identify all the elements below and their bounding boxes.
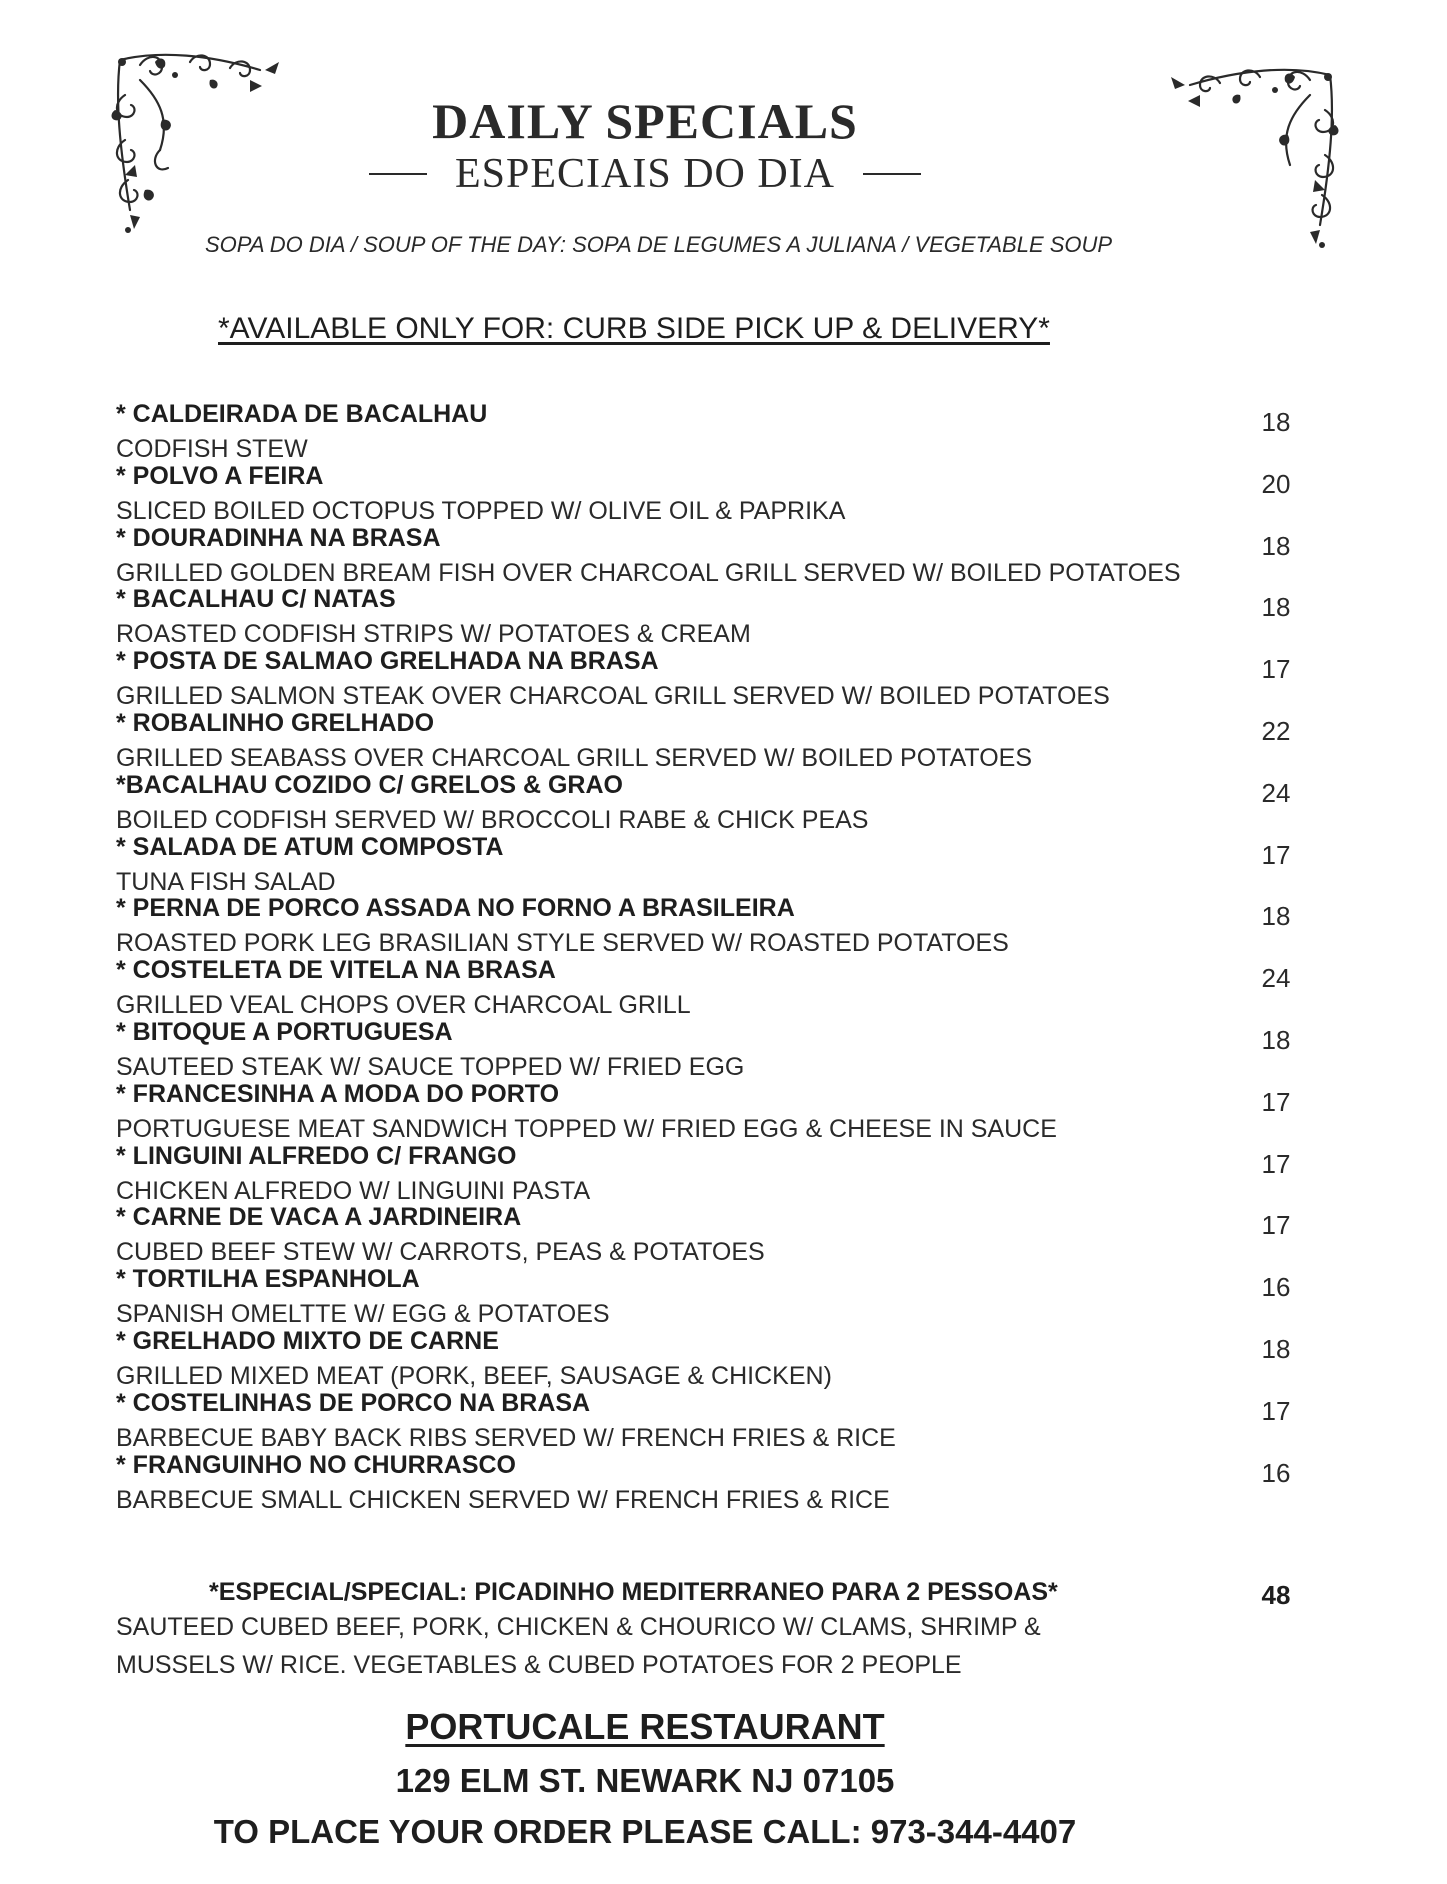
item-description: TUNA FISH SALAD <box>116 867 336 896</box>
item-name: * FRANGUINHO NO CHURRASCO <box>116 1450 516 1479</box>
menu-item <box>116 461 1291 525</box>
item-price: 18 <box>1261 592 1291 623</box>
item-description: GRILLED MIXED MEAT (PORK, BEEF, SAUSAGE & CHICKEN) <box>116 1361 832 1390</box>
item-price: 16 <box>1261 1272 1291 1303</box>
item-name: * CARNE DE VACA A JARDINEIRA <box>116 1203 522 1232</box>
item-name: * COSTELETA DE VITELA NA BRASA <box>116 956 556 985</box>
page-subtitle: ESPECIAIS DO DIA <box>454 151 835 197</box>
item-description: BARBECUE BABY BACK RIBS SERVED W/ FRENCH FRIES & RICE <box>116 1423 896 1452</box>
menu-item <box>116 956 1291 1020</box>
special-description <box>116 1608 1041 1684</box>
menu-item <box>116 1017 1291 1081</box>
item-price: 20 <box>1261 468 1291 499</box>
special-name: *ESPECIAL/SPECIAL: PICADINHO MEDITERRANEO PARA 2 PESSOAS* <box>209 1578 1058 1606</box>
item-description: SLICED BOILED OCTOPUS TOPPED W/ OLIVE OIL & PAPRIKA <box>116 496 846 525</box>
restaurant-address: 129 ELM ST. NEWARK NJ 07105 <box>395 1762 895 1799</box>
item-name: * COSTELINHAS DE PORCO NA BRASA <box>116 1388 591 1417</box>
item-description: BARBECUE SMALL CHICKEN SERVED W/ FRENCH FRIES & RICE <box>116 1485 890 1514</box>
menu-item <box>116 647 1291 711</box>
item-description: CHICKEN ALFREDO W/ LINGUINI PASTA <box>116 1176 591 1205</box>
item-description: GRILLED SEABASS OVER CHARCOAL GRILL SERVED W/ BOILED POTATOES <box>116 743 1033 772</box>
item-name: * PERNA DE PORCO ASSADA NO FORNO A BRASILEIRA <box>116 894 795 923</box>
item-name: * CALDEIRADA DE BACALHAU <box>116 400 488 428</box>
menu-item <box>116 894 1291 958</box>
item-description: GRILLED GOLDEN BREAM FISH OVER CHARCOAL GRILL SERVED W/ BOILED POTATOES <box>116 558 1181 587</box>
item-description: BOILED CODFISH SERVED W/ BROCCOLI RABE & CHICK PEAS <box>116 805 869 834</box>
menu-item <box>116 708 1291 772</box>
item-price: 24 <box>1261 963 1291 994</box>
item-price: 18 <box>1261 530 1291 561</box>
order-phone-line: TO PLACE YOUR ORDER PLEASE CALL: 973-344-4407 <box>213 1813 1077 1850</box>
item-price: 17 <box>1261 1210 1291 1241</box>
item-price: 24 <box>1261 777 1291 808</box>
special-description-line-2: MUSSELS W/ RICE. VEGETABLES & CUBED POTATOES FOR 2 PEOPLE <box>116 1651 962 1679</box>
item-description: SPANISH OMELTTE W/ EGG & POTATOES <box>116 1300 610 1329</box>
item-description: ROASTED CODFISH STRIPS W/ POTATOES & CREAM <box>116 620 751 649</box>
item-price: 17 <box>1261 654 1291 685</box>
menu-item <box>116 1388 1291 1452</box>
item-name: * SALADA DE ATUM COMPOSTA <box>116 832 504 861</box>
item-name: * ROBALINHO GRELHADO <box>116 708 435 737</box>
subtitle-dash-right <box>863 173 921 175</box>
item-name: * POLVO A FEIRA <box>116 461 324 490</box>
page-title: DAILY SPECIALS <box>432 93 858 149</box>
item-description: CUBED BEEF STEW W/ CARROTS, PEAS & POTATOES <box>116 1238 765 1267</box>
item-price: 22 <box>1261 715 1291 746</box>
item-price: 17 <box>1261 839 1291 870</box>
item-description: CODFISH STEW <box>116 435 308 463</box>
item-price: 17 <box>1261 1148 1291 1179</box>
menu-item <box>116 1079 1291 1143</box>
item-price: 17 <box>1261 1395 1291 1426</box>
menu-item <box>116 400 1291 463</box>
menu-item <box>116 1203 1291 1267</box>
item-description: PORTUGUESE MEAT SANDWICH TOPPED W/ FRIED EGG & CHEESE IN SAUCE <box>116 1114 1057 1143</box>
item-name: * BACALHAU C/ NATAS <box>116 585 396 614</box>
menu-item <box>116 523 1291 587</box>
item-name: * POSTA DE SALMAO GRELHADA NA BRASA <box>116 647 659 676</box>
menu-item <box>116 1141 1291 1205</box>
item-description: GRILLED SALMON STEAK OVER CHARCOAL GRILL SERVED W/ BOILED POTATOES <box>116 682 1110 711</box>
menu-item <box>116 1326 1291 1390</box>
item-description: GRILLED VEAL CHOPS OVER CHARCOAL GRILL <box>116 991 691 1020</box>
item-name: *BACALHAU COZIDO C/ GRELOS & GRAO <box>116 770 623 799</box>
subtitle-row <box>0 150 1290 198</box>
menu-item <box>116 1265 1291 1329</box>
menu-item <box>116 832 1291 896</box>
item-price: 18 <box>1261 901 1291 932</box>
item-description: ROASTED PORK LEG BRASILIAN STYLE SERVED W/ ROASTED POTATOES <box>116 929 1009 958</box>
item-name: * LINGUINI ALFREDO C/ FRANGO <box>116 1141 517 1170</box>
item-description: SAUTEED STEAK W/ SAUCE TOPPED W/ FRIED EGG <box>116 1052 745 1081</box>
item-name: * TORTILHA ESPANHOLA <box>116 1265 420 1294</box>
subtitle-dash-left <box>369 173 427 175</box>
menu-item <box>116 585 1291 649</box>
item-name: * GRELHADO MIXTO DE CARNE <box>116 1326 499 1355</box>
restaurant-name: PORTUCALE RESTAURANT <box>405 1706 885 1747</box>
item-price: 16 <box>1261 1457 1291 1488</box>
item-price: 18 <box>1261 1024 1291 1055</box>
item-price: 18 <box>1261 407 1291 437</box>
menu-list <box>116 400 1291 1514</box>
menu-item <box>116 1450 1291 1514</box>
availability-notice: *AVAILABLE ONLY FOR: CURB SIDE PICK UP & DELIVERY* <box>218 312 1050 345</box>
special-price: 48 <box>1261 1580 1291 1610</box>
menu-item <box>116 770 1291 834</box>
item-name: * DOURADINHA NA BRASA <box>116 523 441 552</box>
soup-of-the-day: SOPA DO DIA / SOUP OF THE DAY: SOPA DE LEGUMES A JULIANA / VEGETABLE SOUP <box>205 232 1113 257</box>
item-name: * BITOQUE A PORTUGUESA <box>116 1017 453 1046</box>
item-price: 18 <box>1261 1333 1291 1364</box>
item-price: 17 <box>1261 1086 1291 1117</box>
special-description-line-1: SAUTEED CUBED BEEF, PORK, CHICKEN & CHOURICO W/ CLAMS, SHRIMP & <box>116 1613 1041 1641</box>
item-name: * FRANCESINHA A MODA DO PORTO <box>116 1079 560 1108</box>
